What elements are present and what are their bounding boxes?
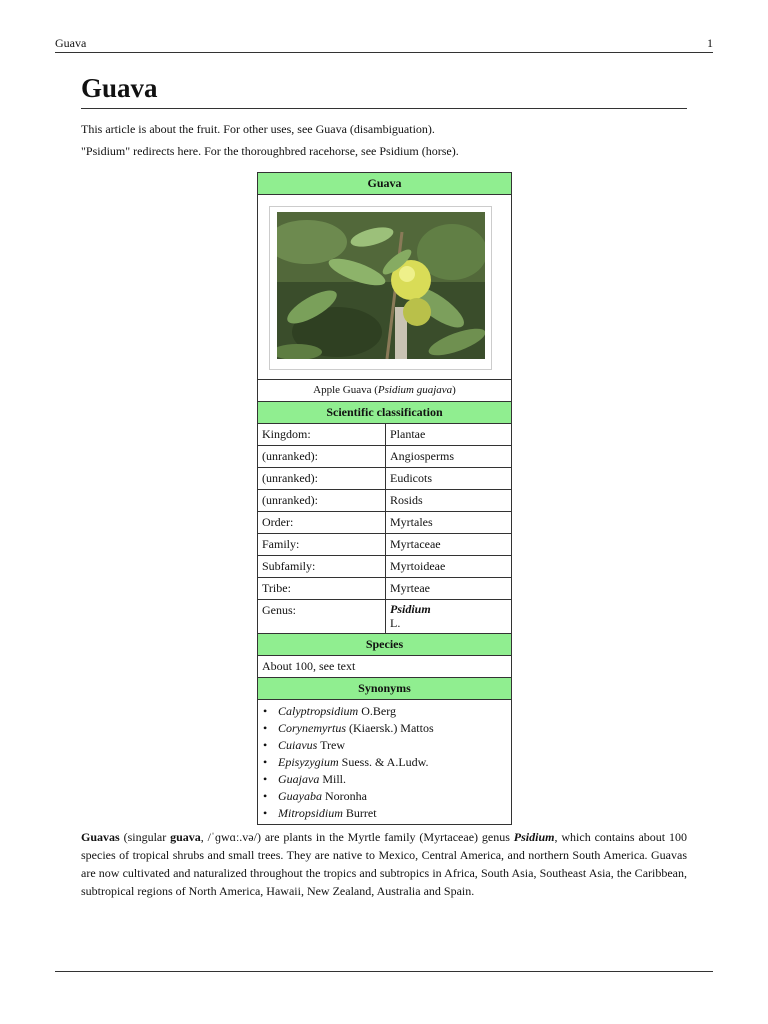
taxon-value[interactable]: Myrtales: [390, 515, 433, 529]
synonym-name: Guajava: [278, 772, 320, 786]
taxon-value[interactable]: Myrteae: [390, 581, 430, 595]
infobox: [257, 172, 512, 825]
genus-value: [386, 600, 511, 633]
synonym-item: [258, 805, 511, 822]
taxon-row-clade-3: [258, 490, 511, 512]
image-frame: [269, 206, 492, 370]
synonym-name: Episyzygium: [278, 755, 339, 769]
term-psidium: Psidium: [513, 830, 555, 844]
page-title: Guava: [81, 72, 687, 109]
synonym-authority[interactable]: O.Berg: [361, 704, 397, 718]
caption-prefix: Apple Guava (: [313, 384, 378, 396]
hatnote-fruit: This article is about the fruit. For other uses, see Guava (disambiguation).: [81, 122, 435, 136]
taxon-row-genus: [258, 600, 511, 634]
taxon-rank: (unranked):: [258, 490, 386, 511]
synonyms-header: Synonyms: [258, 678, 511, 700]
taxon-value[interactable]: Myrtoideae: [390, 559, 446, 573]
guava-fruit-photo[interactable]: [277, 212, 485, 359]
page-number: 1: [707, 36, 713, 50]
species-text: About 100, see text: [258, 656, 511, 678]
taxon-rank: Subfamily:: [258, 556, 386, 577]
term-guavas: Guavas: [81, 830, 120, 844]
taxon-value[interactable]: Eudicots: [390, 471, 432, 485]
classification-header: Scientific classification: [258, 402, 511, 424]
synonym-authority[interactable]: Suess. & A.Ludw.: [341, 755, 429, 769]
hatnote-psidium: "Psidium" redirects here. For the thoroughbred racehorse, see Psidium (horse).: [81, 144, 459, 158]
taxon-row-subfamily: [258, 556, 511, 578]
taxon-row-order: [258, 512, 511, 534]
running-header: [55, 36, 713, 53]
intro-text-2: , /ˈɡwɑː.və/) are plants in the Myrtle family (Myrtaceae) genus: [200, 830, 514, 844]
synonym-item: [258, 754, 511, 771]
caption-species: Psidium guajava: [377, 384, 453, 396]
infobox-title: Guava: [258, 173, 511, 195]
taxon-row-clade-2: [258, 468, 511, 490]
intro-text-1: (singular: [119, 830, 171, 844]
synonym-authority[interactable]: Noronha: [325, 789, 367, 803]
taxon-value[interactable]: Rosids: [390, 493, 423, 507]
taxon-rank: (unranked):: [258, 468, 386, 489]
intro-paragraph: [81, 828, 687, 900]
taxon-value[interactable]: Angiosperms: [390, 449, 454, 463]
footer-rule: [55, 971, 713, 972]
taxon-row-clade-1: [258, 446, 511, 468]
species-header: Species: [258, 634, 511, 656]
synonym-item: [258, 703, 511, 720]
image-caption: [258, 380, 511, 402]
synonym-list: [258, 700, 511, 824]
taxon-row-family: [258, 534, 511, 556]
synonym-authority[interactable]: (Kiaersk.) Mattos: [349, 721, 434, 735]
term-guava: guava: [170, 830, 201, 844]
synonym-name: Mitropsidium: [278, 806, 343, 820]
taxon-rank: Family:: [258, 534, 386, 555]
synonym-authority[interactable]: Burret: [345, 806, 377, 820]
synonym-authority[interactable]: Trew: [320, 738, 346, 752]
taxon-value[interactable]: Plantae: [390, 427, 426, 441]
synonym-name: Corynemyrtus: [278, 721, 346, 735]
taxon-rank: (unranked):: [258, 446, 386, 467]
synonym-item: [258, 737, 511, 754]
running-title: Guava: [55, 36, 87, 50]
genus-authority[interactable]: L.: [390, 616, 401, 630]
taxon-rank: Genus:: [258, 600, 386, 633]
taxon-rank: Kingdom:: [258, 424, 386, 445]
taxon-row-tribe: [258, 578, 511, 600]
taxon-rank: Tribe:: [258, 578, 386, 599]
synonym-name: Cuiavus: [278, 738, 318, 752]
synonym-authority[interactable]: Mill.: [322, 772, 346, 786]
synonym-item: [258, 788, 511, 805]
taxon-row-kingdom: [258, 424, 511, 446]
synonym-item: [258, 720, 511, 737]
intro-text-3: , which contains about 100 species of tropical shrubs and small trees. They are native to Mexico, Central America, and northern South America. Guavas are now cultivated and naturalized throughout the tropics and subtropics in Africa, South Asia, Southeast Asia, the Caribbean, subtropical regions of North America, Hawaii, New Zealand, Australia and Spain.: [81, 830, 687, 898]
infobox-image-cell: [258, 195, 511, 380]
synonym-name: Calyptropsidium: [278, 704, 359, 718]
taxon-value[interactable]: Myrtaceae: [390, 537, 441, 551]
synonym-name: Guayaba: [278, 789, 322, 803]
genus-name: Psidium: [390, 602, 431, 616]
synonym-item: [258, 771, 511, 788]
taxon-rank: Order:: [258, 512, 386, 533]
caption-suffix: ): [452, 384, 456, 396]
